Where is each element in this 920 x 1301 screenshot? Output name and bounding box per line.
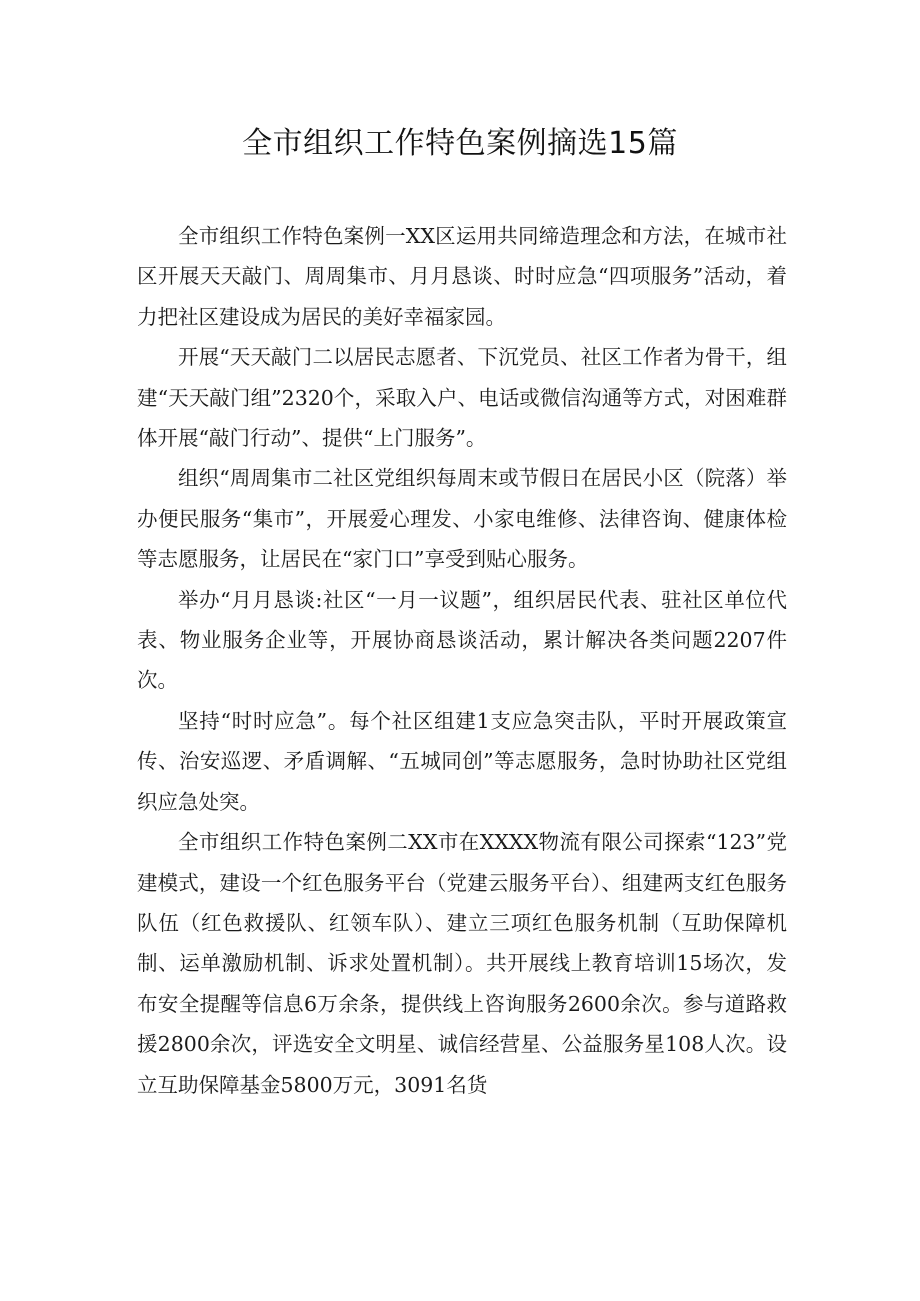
paragraph-case-two-intro: 全市组织工作特色案例二XX市在XXXX物流有限公司探索“123”党建模式，建设一个红色服务平台（党建云服务平台）、组建两支红色服务队伍（红色救援队、红领车队）、建立三项红色服务机制（互助保障机制、运单激励机制、诉求处置机制）。共开展线上教育培训15场次，发布安全提醒等信息6万余条，提供线上咨询服务2600余次。参与道路救援2800余次，评选安全文明星、诚信经营星、公益服务星108人次。设立互助保障基金5800万元，3091名货: [137, 830, 787, 1097]
paragraph-emergency-response: 坚持“时时应急”。每个社区组建1支应急突击队，平时开展政策宣传、治安巡逻、矛盾调解、“五城同创”等志愿服务，急时协助社区党组织应急处突。: [137, 708, 787, 814]
paragraph-daily-knocking: 开展“天天敲门二以居民志愿者、下沉党员、社区工作者为骨干，组建“天天敲门组”2320个，采取入户、电话或微信沟通等方式，对困难群体开展“敲门行动”、提供“上门服务”。: [137, 345, 787, 451]
paragraph-monthly-talks: 举办“月月恳谈:社区“一月一议题”，组织居民代表、驻社区单位代表、物业服务企业等，开展协商恳谈活动，累计解决各类问题2207件次。: [137, 587, 787, 693]
paragraph-case-one-intro: 全市组织工作特色案例一XX区运用共同缔造理念和方法，在城市社区开展天天敲门、周周集市、月月恳谈、时时应急“四项服务”活动，着力把社区建设成为居民的美好幸福家园。: [137, 224, 787, 329]
paragraph-weekly-market: 组织“周周集市二社区党组织每周末或节假日在居民小区（院落）举办便民服务“集市”，开展爱心理发、小家电维修、法律咨询、健康体检等志愿服务，让居民在“家门口”享受到贴心服务。: [137, 466, 787, 572]
document-title: 全市组织工作特色案例摘选15篇: [242, 126, 678, 161]
document-body: [137, 216, 787, 1105]
